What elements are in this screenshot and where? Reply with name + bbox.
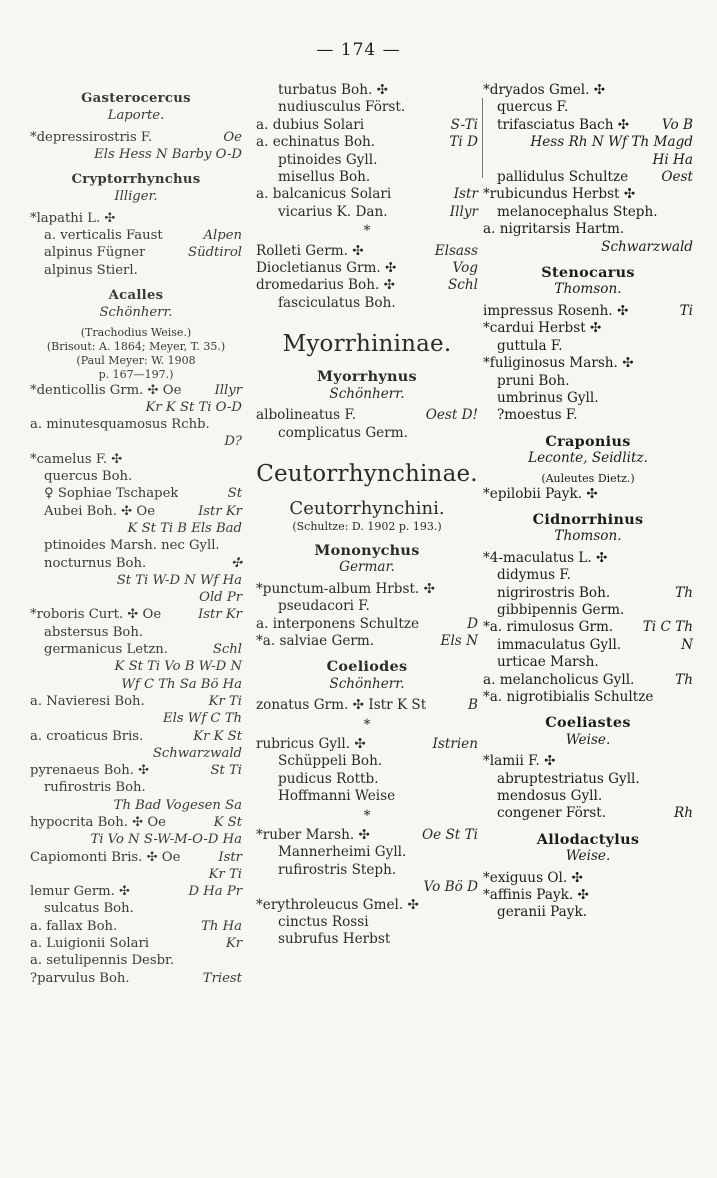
species-entry — [30, 970, 242, 987]
species-name: dromedarius Boh. ✣ — [256, 277, 395, 294]
species-name: ?parvulus Boh. — [30, 970, 130, 986]
genus-heading: Myorrhynus — [317, 368, 417, 386]
distribution: Ti D — [449, 134, 478, 151]
species-name: pruni Boh. — [497, 372, 570, 389]
genus-heading: Cidnorrhinus — [532, 510, 644, 528]
species-name: trifasciatus Bach ✣ — [497, 116, 630, 133]
genus-heading: Allodactylus — [536, 830, 640, 848]
species-entry — [30, 451, 242, 468]
literature-reference: (Schultze: D. 1902 p. 193.) — [292, 519, 442, 533]
distribution-continuation: Schwarzwald — [601, 238, 693, 255]
distribution-continuation: Kr Ti — [208, 866, 242, 882]
distribution-continuation: K St Ti Vo B W-D N — [114, 659, 242, 675]
genus-author: Weise. — [565, 848, 611, 865]
species-name: quercus Boh. — [44, 469, 133, 485]
distribution: Istrien — [432, 735, 478, 752]
species-entry — [256, 295, 478, 312]
species-name: *rubicundus Herbst ✣ — [483, 186, 636, 203]
species-name: alpinus Fügner — [44, 245, 146, 261]
species-entry — [483, 771, 693, 788]
species-entry — [256, 169, 478, 186]
distribution: Oe St Ti — [421, 827, 478, 843]
distribution: Ti C Th — [642, 619, 693, 636]
species-name: guttula F. — [497, 337, 563, 354]
species-entry — [30, 555, 242, 572]
species-entry — [483, 550, 693, 567]
species-name: a. melancholicus Gyll. — [483, 671, 635, 688]
species-entry — [256, 99, 478, 116]
species-name: didymus F. — [497, 567, 572, 584]
species-name: ptinoides Marsh. nec Gyll. — [44, 538, 220, 554]
distribution: Triest — [202, 970, 242, 986]
distribution: N — [681, 636, 693, 653]
species-name: a. croaticus Bris. — [30, 728, 144, 744]
species-name: *punctum-album Hrbst. ✣ — [256, 580, 435, 597]
species-entry — [483, 355, 693, 372]
species-entry — [30, 537, 242, 554]
species-name: Aubei Boh. ✣ Oe — [44, 503, 156, 519]
species-entry — [30, 485, 242, 502]
species-entry — [483, 619, 693, 636]
species-name: rubricus Gyll. ✣ — [256, 735, 366, 752]
species-name: a. dubius Solari — [256, 116, 365, 133]
species-name: *fuliginosus Marsh. ✣ — [483, 355, 634, 372]
distribution: Istr — [218, 849, 242, 865]
species-entry — [483, 870, 693, 887]
distribution: Oest D! — [425, 407, 478, 424]
literature-reference: (Paul Meyer: W. 1908 — [76, 353, 196, 367]
distribution-continuation: Old Pr — [199, 590, 242, 606]
species-name: mendosus Gyll. — [497, 788, 603, 805]
species-entry — [256, 616, 478, 633]
distribution: ✣ — [230, 555, 242, 571]
distribution: Th Ha — [201, 918, 242, 934]
species-name: quercus F. — [497, 99, 569, 116]
column-right — [483, 82, 693, 922]
species-entry — [483, 753, 693, 770]
species-entry — [256, 914, 478, 931]
species-entry — [256, 697, 478, 714]
species-name: *exiguus Ol. ✣ — [483, 869, 583, 886]
distribution-continuation: Kr K St Ti O-D — [145, 399, 242, 415]
species-entry — [483, 602, 693, 619]
species-entry — [483, 338, 693, 355]
species-entry — [30, 883, 242, 900]
species-name: *cardui Herbst ✣ — [483, 320, 602, 337]
species-name: *depressirostris F. — [30, 129, 153, 145]
distribution-continuation: Vo Bö D — [423, 879, 478, 896]
species-name: immaculatus Gyll. — [497, 636, 622, 653]
species-entry — [30, 382, 242, 399]
species-entry — [483, 887, 693, 904]
species-name: a. interponens Schultze — [256, 615, 420, 632]
literature-reference: (Auleutes Dietz.) — [541, 471, 635, 485]
species-entry — [30, 129, 242, 146]
species-name: gibbipennis Germ. — [497, 601, 625, 618]
genus-author: Laporte. — [107, 108, 165, 124]
group-separator: * — [363, 223, 371, 240]
species-name: ♀ Sophiae Tschapek — [44, 486, 179, 502]
species-name: *lamii F. ✣ — [483, 753, 556, 770]
species-entry — [256, 425, 478, 442]
species-name: a. nigritarsis Hartm. — [483, 221, 625, 238]
species-name: *epilobii Payk. ✣ — [483, 485, 598, 502]
distribution: Th — [675, 584, 693, 601]
species-name: misellus Boh. — [278, 169, 371, 186]
distribution: Th — [675, 671, 693, 688]
species-entry — [256, 260, 478, 277]
distribution: Kr Ti — [208, 693, 242, 709]
species-entry — [30, 814, 242, 831]
species-name: pallidulus Schultze — [497, 169, 629, 186]
species-entry — [483, 904, 693, 921]
species-name: a. balcanicus Solari — [256, 186, 392, 203]
species-name: hypocrita Boh. ✣ Oe — [30, 814, 166, 830]
species-name: ptinoides Gyll. — [278, 151, 378, 168]
distribution-continuation: Wf C Th Sa Bö Ha — [121, 676, 242, 692]
species-name: a. setulipennis Desbr. — [30, 953, 175, 969]
distribution: Südtirol — [188, 245, 242, 261]
species-entry — [256, 407, 478, 424]
distribution: D — [467, 615, 478, 632]
distribution: Schl — [212, 642, 242, 658]
species-entry — [256, 736, 478, 753]
species-entry — [30, 468, 242, 485]
species-entry — [30, 728, 242, 745]
species-name: fasciculatus Boh. — [278, 294, 396, 311]
species-name: alpinus Stierl. — [44, 262, 138, 278]
species-name: albolineatus F. — [256, 407, 357, 424]
species-name: *dryados Gmel. ✣ — [483, 82, 606, 98]
species-entry — [256, 186, 478, 203]
genus-heading: Craponius — [545, 432, 631, 450]
species-name: sulcatus Boh. — [44, 901, 134, 917]
species-entry — [256, 243, 478, 260]
literature-reference: (Trachodius Weise.) — [80, 325, 192, 339]
species-name: *roboris Curt. ✣ Oe — [30, 607, 162, 623]
genus-author: Illiger. — [114, 189, 158, 205]
species-entry — [483, 788, 693, 805]
species-name: subrufus Herbst — [278, 931, 391, 948]
species-entry — [256, 117, 478, 134]
species-name: *4-maculatus L. ✣ — [483, 549, 608, 566]
species-name: *a. nigrotibialis Schultze — [483, 689, 654, 705]
genus-heading: Mononychus — [314, 541, 420, 559]
distribution: Alpen — [203, 228, 242, 244]
distribution: Els N — [440, 632, 478, 649]
distribution-continuation: Th Bad Vogesen Sa — [113, 797, 242, 813]
distribution-continuation: Ti Vo N S-W-M-O-D Ha — [90, 832, 242, 848]
species-entry — [30, 952, 242, 969]
species-entry — [256, 931, 478, 948]
literature-reference: (Brisout: A. 1864; Meyer, T. 35.) — [46, 339, 226, 353]
species-entry — [483, 303, 693, 320]
subfamily-heading: Ceutorrhynchinae. — [256, 460, 478, 487]
distribution: St — [227, 486, 242, 502]
species-entry — [30, 918, 242, 935]
species-entry — [483, 689, 693, 706]
species-name: a. fallax Boh. — [30, 918, 118, 934]
species-name: Rolleti Germ. ✣ — [256, 242, 364, 259]
species-entry — [256, 204, 478, 221]
species-name: melanocephalus Steph. — [497, 203, 658, 220]
species-name: a. echinatus Boh. — [256, 134, 376, 151]
distribution: Vog — [452, 260, 478, 277]
species-name: a. Navieresi Boh. — [30, 693, 145, 709]
distribution: Oest — [661, 169, 693, 186]
species-entry — [256, 771, 478, 788]
species-entry — [30, 779, 242, 796]
species-entry — [256, 827, 478, 844]
subfamily-heading: Myorrhininae. — [282, 331, 452, 358]
species-name: nigrirostris Boh. — [497, 584, 611, 601]
species-name: pudicus Rottb. — [278, 770, 379, 787]
species-name: *erythroleucus Gmel. ✣ — [256, 896, 419, 913]
group-separator: * — [363, 807, 371, 824]
species-entry — [30, 244, 242, 261]
species-entry — [30, 935, 242, 952]
distribution: Elsass — [434, 242, 478, 259]
genus-heading: Cryptorrhynchus — [71, 172, 201, 188]
species-entry — [256, 862, 478, 879]
species-name: pseudacori F. — [278, 598, 370, 615]
species-entry — [30, 210, 242, 227]
species-entry — [30, 641, 242, 658]
distribution: Rh — [674, 805, 693, 822]
column-middle — [256, 82, 478, 949]
genus-author: Schönherr. — [329, 385, 405, 402]
species-name: zonatus Grm. ✣ Istr K St — [256, 697, 427, 714]
distribution: S-Ti — [450, 116, 478, 133]
species-entry — [483, 320, 693, 337]
species-name: a. minutesquamosus Rchb. — [30, 417, 210, 433]
species-name: *denticollis Grm. ✣ Oe — [30, 382, 182, 398]
species-entry — [483, 117, 693, 134]
species-entry — [30, 227, 242, 244]
genus-author: Weise. — [565, 731, 611, 748]
species-entry — [483, 672, 693, 689]
distribution-continuation: Schwarzwald — [152, 745, 242, 761]
species-name: cinctus Rossi — [278, 914, 369, 931]
species-entry — [256, 581, 478, 598]
species-name: complicatus Germ. — [278, 424, 408, 441]
species-entry — [30, 693, 242, 710]
genus-author: Thomson. — [554, 281, 622, 298]
distribution-continuation: Els Hess N Barby O-D — [94, 146, 242, 162]
species-entry — [483, 221, 693, 238]
species-entry — [256, 152, 478, 169]
distribution: Schl — [447, 277, 478, 294]
page-number: — 174 — — [316, 40, 401, 60]
genus-heading: Acalles — [108, 287, 164, 303]
species-entry — [30, 416, 242, 433]
species-entry — [256, 788, 478, 805]
species-entry — [483, 390, 693, 407]
species-name: congener Först. — [497, 805, 607, 822]
literature-reference: p. 167—197.) — [98, 367, 174, 381]
distribution: Kr — [225, 936, 242, 952]
distribution: Vo B — [661, 116, 693, 133]
species-entry — [256, 633, 478, 650]
species-name: nudiusculus Först. — [278, 99, 406, 116]
species-name: turbatus Boh. ✣ — [278, 82, 388, 98]
species-name: Mannerheimi Gyll. — [278, 844, 407, 861]
species-name: abstersus Boh. — [44, 624, 144, 640]
genus-author: Germar. — [339, 559, 395, 576]
species-entry — [256, 897, 478, 914]
species-name: *affinis Payk. ✣ — [483, 887, 589, 904]
species-name: rufirostris Steph. — [278, 861, 397, 878]
species-name: *a. rimulosus Grm. — [483, 619, 614, 636]
distribution: Illyr — [214, 382, 242, 398]
species-name: a. verticalis Faust — [44, 228, 163, 244]
species-entry — [483, 805, 693, 822]
distribution: Kr K St — [193, 728, 242, 744]
species-name: *ruber Marsh. ✣ — [256, 827, 370, 843]
species-name: lemur Germ. ✣ — [30, 884, 131, 900]
species-entry — [30, 849, 242, 866]
species-entry — [483, 486, 693, 503]
species-entry — [483, 654, 693, 671]
column-left — [30, 82, 242, 987]
distribution: D Ha Pr — [188, 884, 242, 900]
distribution: St Ti — [210, 763, 242, 779]
species-entry — [483, 99, 693, 116]
distribution-continuation: Hi Ha — [652, 151, 693, 168]
species-name: Schüppeli Boh. — [278, 753, 383, 770]
species-entry — [30, 262, 242, 279]
species-entry — [483, 637, 693, 654]
distribution: Oe — [223, 129, 242, 145]
species-name: rufirostris Boh. — [44, 780, 146, 796]
species-name: umbrinus Gyll. — [497, 389, 599, 406]
species-name: geranii Payk. — [497, 904, 587, 921]
distribution: Illyr — [449, 203, 478, 220]
species-entry — [30, 900, 242, 917]
species-name: abruptestriatus Gyll. — [497, 770, 640, 787]
distribution-continuation: St Ti W-D N Wf Ha — [116, 572, 242, 588]
distribution: Ti — [679, 302, 693, 319]
species-entry — [483, 373, 693, 390]
genus-author: Thomson. — [554, 528, 622, 545]
group-separator: * — [363, 716, 371, 733]
genus-author: Schönherr. — [329, 675, 405, 692]
species-name: vicarius K. Dan. — [278, 203, 388, 220]
species-name: nocturnus Boh. — [44, 555, 147, 571]
species-entry — [483, 82, 693, 99]
species-name: Diocletianus Grm. ✣ — [256, 260, 397, 277]
distribution: B — [468, 697, 478, 714]
species-entry — [256, 844, 478, 861]
species-entry — [256, 277, 478, 294]
species-name: *camelus F. ✣ — [30, 451, 123, 467]
distribution-continuation: Hess Rh N Wf Th Magd — [530, 134, 693, 151]
distribution-continuation: Els Wf C Th — [162, 711, 242, 727]
tribe-heading: Ceutorrhynchini. — [289, 497, 445, 519]
species-entry — [30, 762, 242, 779]
species-name: pyrenaeus Boh. ✣ — [30, 763, 150, 779]
species-name: urticae Marsh. — [497, 654, 599, 671]
species-entry — [30, 624, 242, 641]
species-name: Capiomonti Bris. ✣ Oe — [30, 849, 181, 865]
species-entry — [30, 606, 242, 623]
genus-heading: Gasterocercus — [81, 91, 191, 106]
species-entry — [483, 585, 693, 602]
species-entry — [256, 598, 478, 615]
genus-heading: Stenocarus — [541, 264, 635, 282]
genus-author: Schönherr. — [99, 305, 173, 321]
distribution: K St — [213, 814, 242, 830]
species-name: ?moestus F. — [497, 407, 578, 424]
distribution: Istr Kr — [198, 503, 242, 519]
distribution-continuation: D? — [224, 434, 242, 450]
distribution: Istr Kr — [198, 607, 242, 623]
species-entry — [483, 407, 693, 424]
species-entry — [256, 134, 478, 151]
genus-author: Leconte, Seidlitz. — [528, 450, 648, 467]
species-entry — [256, 82, 478, 99]
species-name: germanicus Letzn. — [44, 642, 168, 658]
species-name: Hoffmanni Weise — [278, 788, 396, 805]
distribution-continuation: K St Ti B Els Bad — [127, 520, 242, 536]
species-entry — [483, 169, 693, 186]
species-entry — [256, 753, 478, 770]
species-entry — [30, 503, 242, 520]
genus-heading: Coeliastes — [545, 714, 631, 732]
species-name: impressus Rosenh. ✣ — [483, 302, 629, 319]
genus-heading: Coeliodes — [326, 658, 408, 676]
species-name: *lapathi L. ✣ — [30, 210, 116, 226]
species-name: *a. salviae Germ. — [256, 632, 375, 649]
species-entry — [483, 204, 693, 221]
species-entry — [483, 186, 693, 203]
species-name: a. Luigionii Solari — [30, 936, 150, 952]
species-entry — [483, 567, 693, 584]
distribution: Istr — [453, 186, 478, 203]
